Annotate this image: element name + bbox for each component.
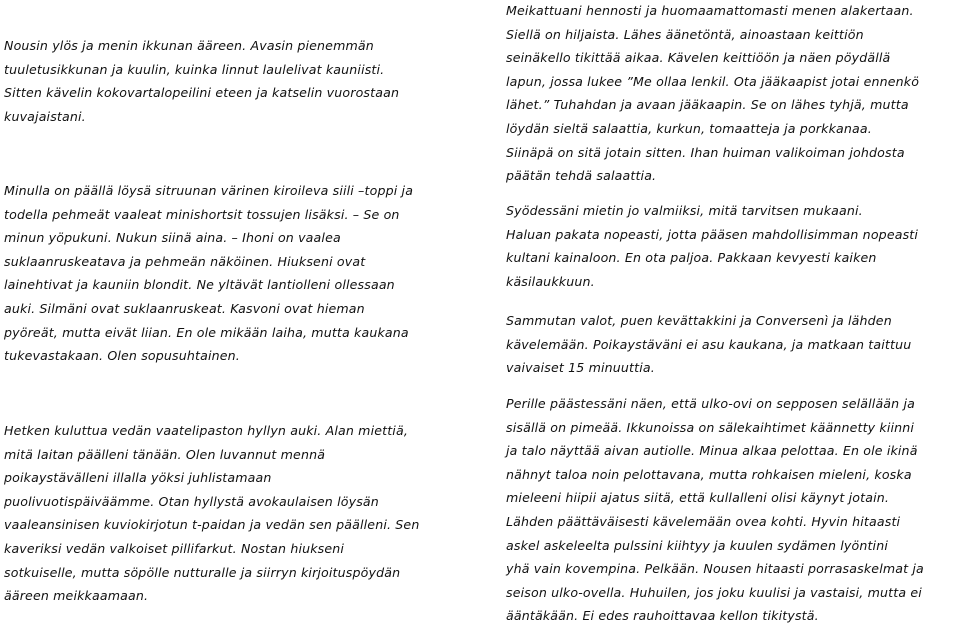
text-line: Haluan pakata nopeasti, jotta pääsen mahdollisimman nopeasti [506, 226, 919, 242]
text-line: kuvajaistani. [4, 108, 86, 124]
text-line: Syödessäni mietin jo valmiiksi, mitä tarvitsen mukaani. [506, 203, 863, 218]
paragraph [4, 34, 464, 128]
paragraph [4, 419, 464, 608]
text-line: sotkuiselle, mutta söpölle nutturalle ja siirryn kirjoituspöydän [4, 564, 401, 580]
text-line: Hetken kuluttua vedän vaatelipaston hyllyn auki. Alan miettiä, [4, 423, 408, 438]
text-line: askel askeleelta pulssini kiihtyy ja kuulen sydämen lyöntini [506, 537, 888, 553]
paragraph [506, 199, 958, 293]
text-line: kaveriksi vedän valkoiset pillifarkut. Nostan hiukseni [4, 540, 345, 556]
text-line: seison ulko-ovella. Huhuilen, jos joku kuulisi ja vastaisi, mutta ei [506, 584, 922, 600]
text-line: seinäkello tikittää aikaa. Kävelen keittiöön ja näen pöydällä [506, 50, 891, 66]
text-line: Sammutan valot, puen kevättakkini ja Conversenì ja lähden [506, 313, 892, 328]
text-line: vaaleansinisen kuviokirjotun t-paidan ja vedän sen päälleni. Sen [4, 517, 420, 533]
text-line: Perille päästessäni näen, että ulko-ovi on sepposen selällään ja [506, 396, 915, 411]
paragraph [4, 179, 464, 368]
text-line: tuuletusikkunan ja kuulin, kuinka linnut laulelivat kauniisti. [4, 61, 385, 77]
text-line: pyöreät, mutta eivät liian. En ole mikään laiha, mutta kaukana [4, 324, 409, 340]
text-line: päätän tehdä salaattia. [506, 168, 657, 184]
text-line: lainehtivat ja kauniin blondit. Ne yltävät lantiolleni ollessaan [4, 277, 395, 293]
paragraph [506, 392, 958, 628]
text-line: lapun, jossa lukee ”Me ollaa lenkil. Ota jääkaapist jotai ennenkö [506, 73, 920, 89]
text-line: kultani kainaloon. En ota paljoa. Pakkaan kevyesti kaiken [506, 250, 877, 266]
text-line: todella pehmeät vaaleat minishortsit tossujen lisäksi. – Se on [4, 206, 400, 222]
text-line: tukevastakaan. Olen sopusuhtainen. [4, 348, 240, 364]
text-line: Sitten kävelin kokovartalopeilini eteen ja katselin vuorostaan [4, 85, 400, 101]
paragraph [506, 309, 958, 380]
text-line: vaivaiset 15 minuuttia. [506, 360, 655, 376]
text-line: Siellä on hiljaista. Lähes äänetöntä, ainoastaan keittiön [506, 26, 864, 42]
text-line: sisällä on pimeää. Ikkunoissa on sälekaihtimet käännetty kiinni [506, 419, 915, 435]
text-line: Lähden päättäväisesti kävelemään ovea kohti. Hyvin hitaasti [506, 513, 901, 529]
text-line: Meikattuani hennosti ja huomaamattomasti menen alakertaan. [506, 3, 914, 18]
text-line: puolivuotispäiväämme. Otan hyllystä avokaulaisen löysän [4, 493, 379, 509]
text-line: käsilaukkuun. [506, 273, 595, 289]
paragraph [506, 0, 958, 188]
text-line: kävelemään. Poikaystäväni ei asu kaukana, ja matkaan taittuu [506, 336, 912, 352]
text-line: yhä vain kovempina. Pelkään. Nousen hitaasti porrasaskelmat ja [506, 561, 924, 577]
text-line: Minulla on päällä löysä sitruunan värinen kiroileva siili –toppi ja [4, 183, 414, 198]
text-line: ääntäkään. Ei edes rauhoittavaa kellon tikitystä. [506, 608, 819, 624]
text-line: nähnyt taloa noin pelottavana, mutta rohkaisen mieleni, koska [506, 466, 912, 482]
text-line: ja talo näyttää aivan autiolle. Minua alkaa pelottaa. En ole ikinä [506, 443, 918, 459]
text-line: mieleeni hiipii ajatus siitä, että kullalleni olisi käynyt jotain. [506, 490, 890, 506]
text-line: suklaanruskeatava ja pehmeän näköinen. Hiukseni ovat [4, 253, 366, 269]
text-line: minun yöpukuni. Nukun siinä aina. – Ihoni on vaalea [4, 230, 341, 246]
text-line: auki. Silmäni ovat suklaanruskeat. Kasvoni ovat hieman [4, 300, 365, 316]
text-line: lähet.” Tuhahdan ja avaan jääkaapin. Se on lähes tyhjä, mutta [506, 97, 909, 113]
text-line: Nousin ylös ja menin ikkunan ääreen. Avasin pienemmän [4, 38, 374, 53]
text-line: Siinäpä on sitä jotain sitten. Ihan huiman valikoiman johdosta [506, 144, 905, 160]
text-line: löydän sieltä salaattia, kurkun, tomaatteja ja porkkanaa. [506, 120, 872, 136]
text-line: poikaystävälleni illalla yöksi juhlistamaan [4, 470, 272, 486]
text-line: mitä laitan päälleni tänään. Olen luvannut mennä [4, 446, 326, 462]
text-line: ääreen meikkaamaan. [4, 588, 149, 604]
